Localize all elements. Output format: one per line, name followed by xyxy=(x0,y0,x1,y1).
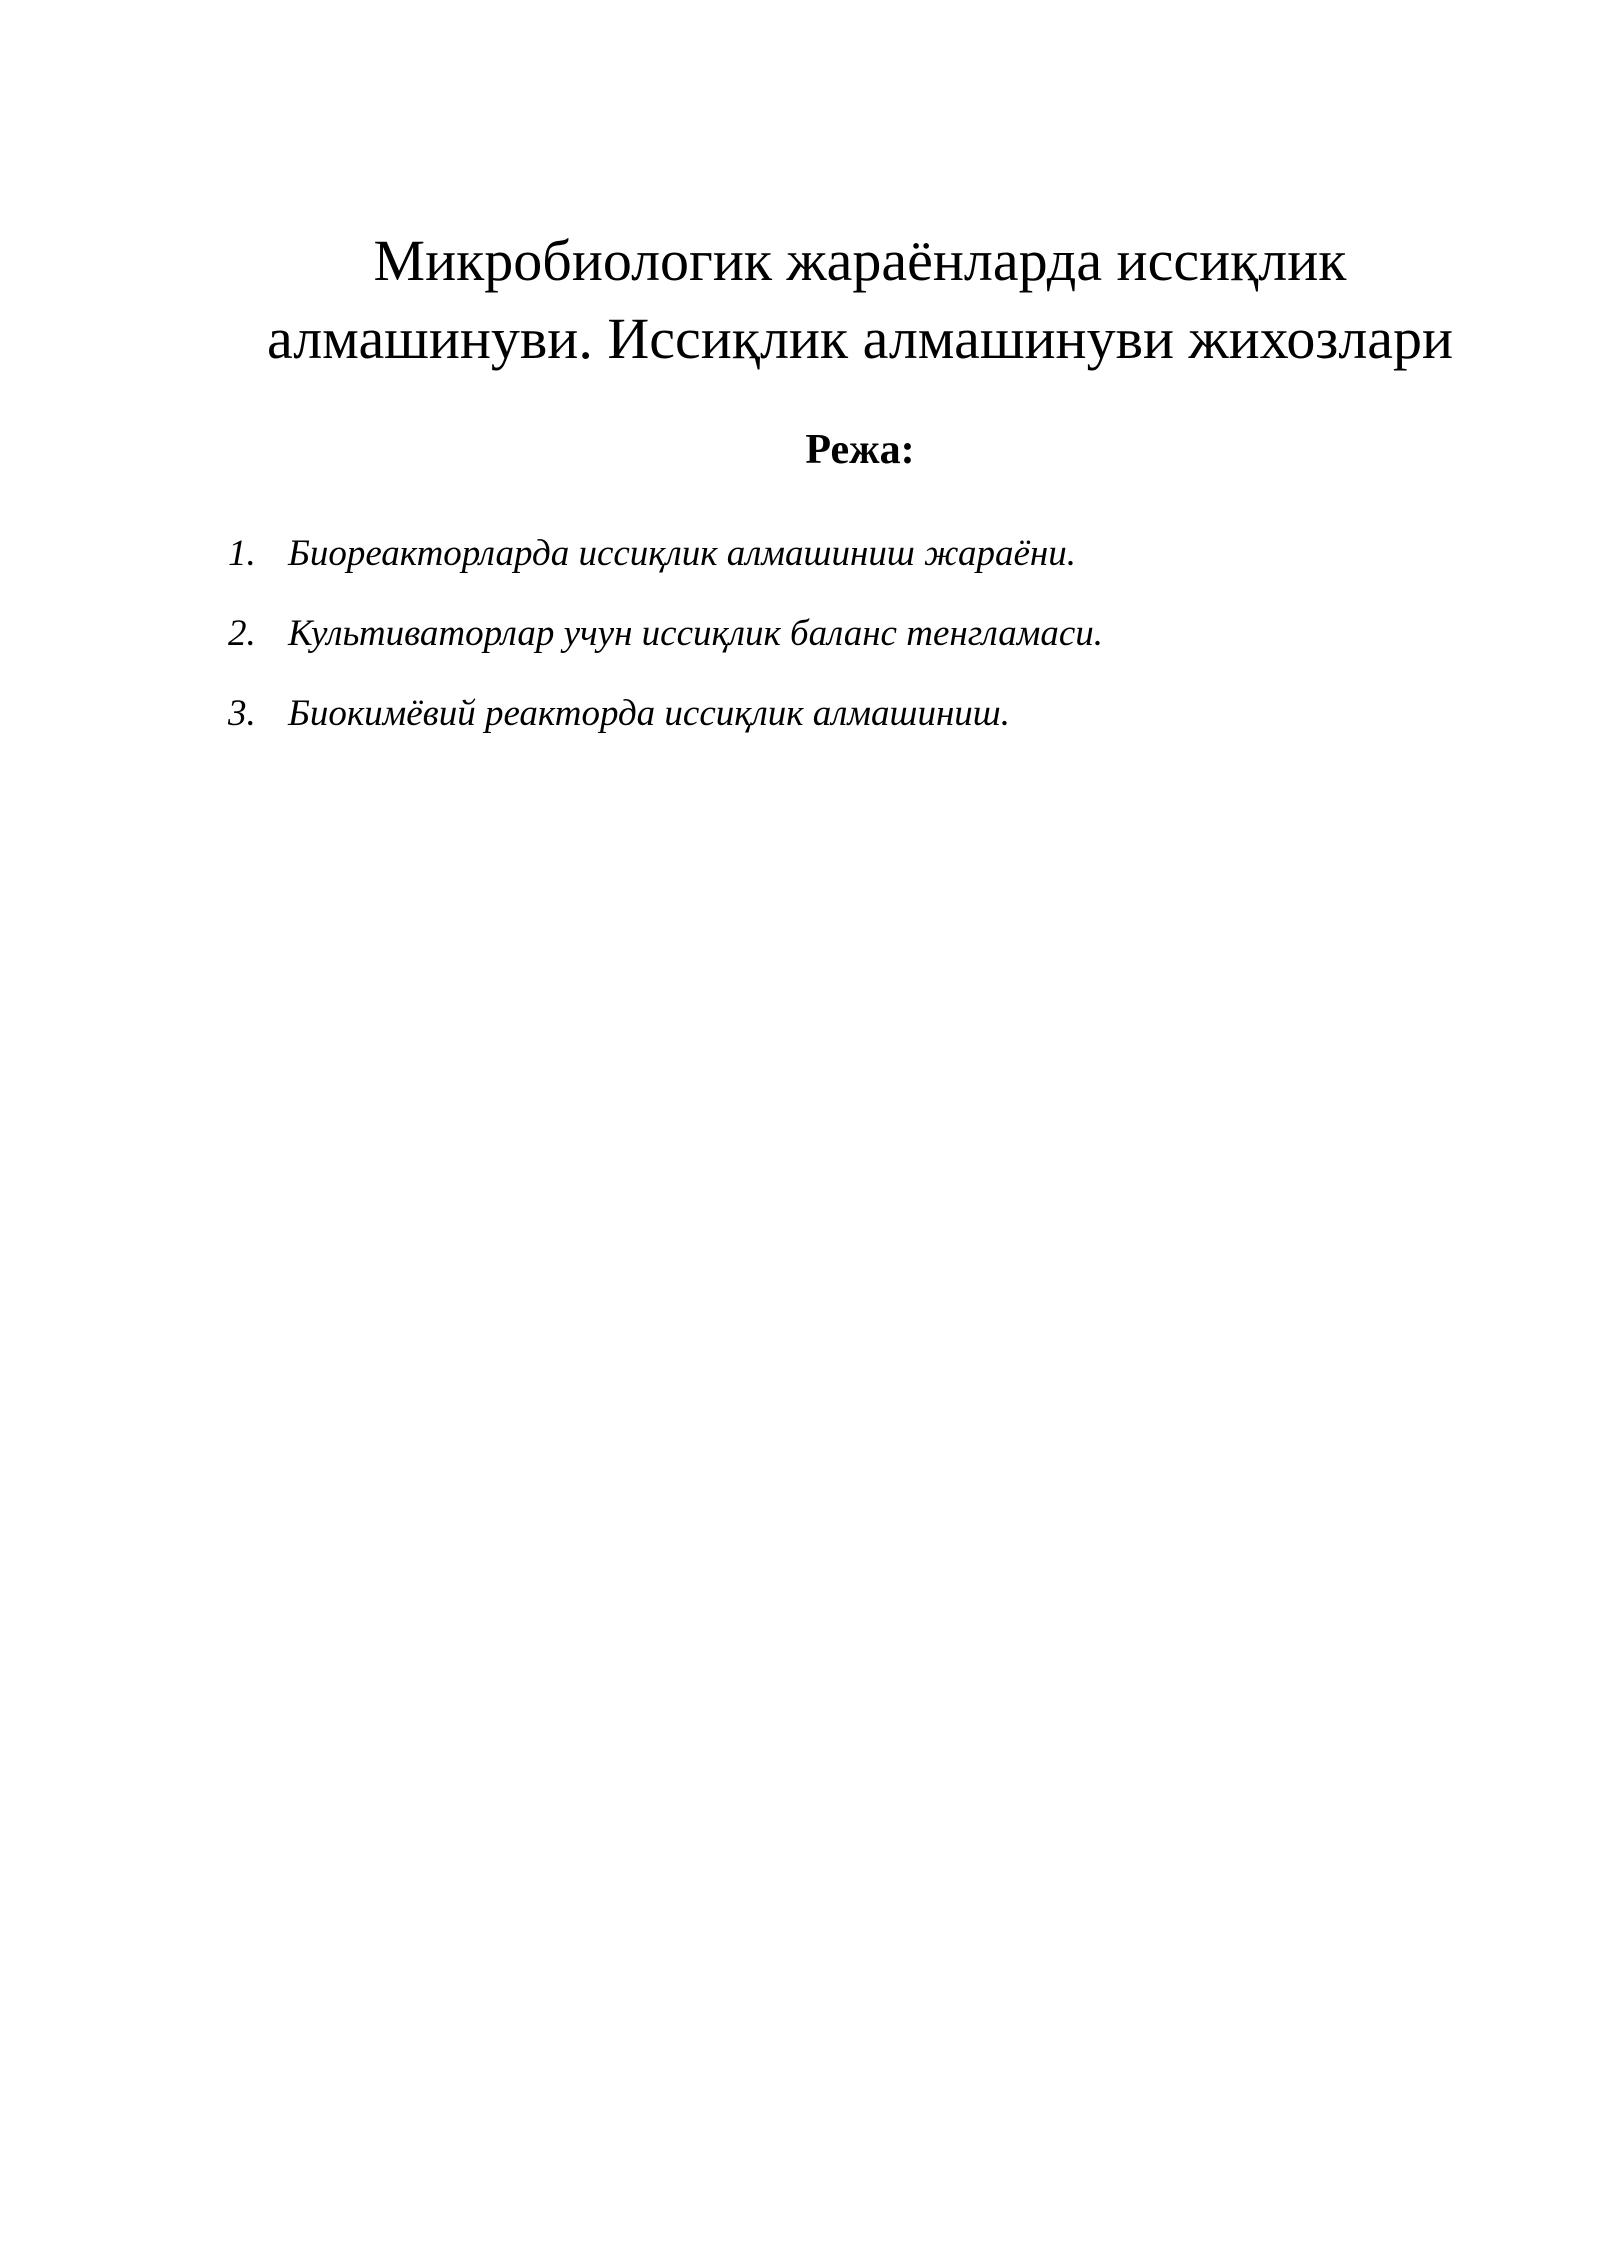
plan-item-2 xyxy=(228,614,1103,654)
plan-item-number: 3. xyxy=(228,693,256,734)
plan-item-number: 1. xyxy=(228,533,256,574)
plan-heading: Режа: xyxy=(805,427,915,473)
plan-item-text: Биокимёвий реакторда иссиқлик алмашиниш. xyxy=(288,693,1010,734)
plan-list xyxy=(228,534,1103,774)
plan-item-text: Культиваторлар учун иссиқлик баланс тенгламаси. xyxy=(288,613,1104,654)
page-title-line-2: алмашинуви. Иссиқлик алмашинуви жихозлари xyxy=(266,306,1454,371)
plan-item-1 xyxy=(228,534,1103,574)
page-title-line-1: Микробиологик жараёнларда иссиқлик xyxy=(373,228,1347,293)
plan-item-text: Биореакторларда иссиқлик алмашиниш жараёни. xyxy=(288,533,1076,574)
page-title xyxy=(200,222,1520,378)
plan-item-3 xyxy=(228,694,1103,734)
plan-item-number: 2. xyxy=(228,613,256,654)
